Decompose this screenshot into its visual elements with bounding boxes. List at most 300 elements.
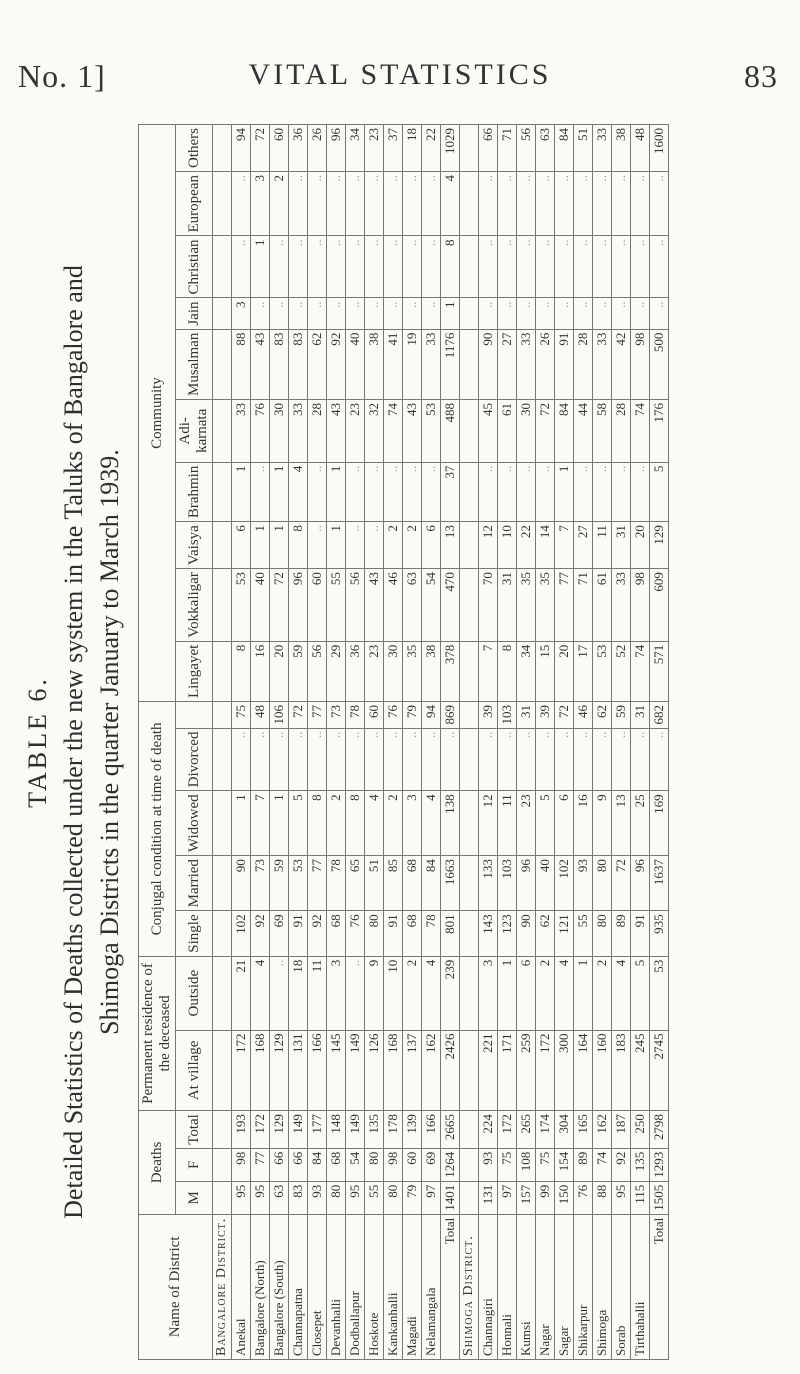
- table-cell: 91: [384, 911, 403, 956]
- table-cell: 8: [498, 641, 517, 701]
- table-cell: 33: [593, 329, 612, 399]
- table-cell: 46: [384, 569, 403, 642]
- table-cell: ..: [346, 462, 365, 522]
- table-cell: 58: [593, 400, 612, 463]
- empty-cell: [460, 522, 479, 569]
- table-cell: 166: [422, 1111, 441, 1149]
- table-cell: 168: [384, 1030, 403, 1111]
- table-cell: 160: [593, 1030, 612, 1111]
- table-cell: 10: [498, 522, 517, 569]
- table-cell: 1293: [650, 1148, 669, 1181]
- table-cell: 96: [327, 125, 346, 172]
- col-brahmin: Brahmin: [176, 462, 213, 522]
- table-cell: 72: [555, 702, 574, 729]
- table-cell: 99: [536, 1181, 555, 1214]
- table-cell: 98: [631, 569, 650, 642]
- table-cell: ..: [365, 236, 384, 298]
- table-cell: 177: [308, 1111, 327, 1149]
- table-cell: 129: [270, 1111, 289, 1149]
- table-cell: 126: [365, 1030, 384, 1111]
- table-cell: 300: [555, 1030, 574, 1111]
- table-cell: 98: [232, 1148, 251, 1181]
- table-cell: ..: [422, 236, 441, 298]
- table-cell: 53: [289, 856, 308, 911]
- table-cell: 90: [479, 329, 498, 399]
- col-at-village: At village: [176, 1030, 213, 1111]
- table-cell: 150: [555, 1181, 574, 1214]
- table-cell: ..: [650, 172, 669, 236]
- table-cell: 77: [555, 569, 574, 642]
- table-cell: 1176: [441, 329, 460, 399]
- table-cell: 63: [403, 569, 422, 642]
- table-cell: ..: [517, 728, 536, 791]
- col-widowed: Widowed: [176, 791, 213, 856]
- table-cell: 93: [479, 1148, 498, 1181]
- table-cell: 59: [289, 641, 308, 701]
- table-cell: 1029: [441, 125, 460, 172]
- table-cell: ..: [650, 236, 669, 298]
- table-title: [20, 124, 128, 1360]
- table-cell: 1: [441, 298, 460, 329]
- empty-cell: [213, 522, 232, 569]
- table-cell: 93: [574, 856, 593, 911]
- table-cell: ..: [289, 298, 308, 329]
- table-cell: 106: [270, 702, 289, 729]
- table-cell: 1401: [441, 1181, 460, 1214]
- table-cell: 148: [327, 1111, 346, 1149]
- table-cell: 59: [612, 702, 631, 729]
- total-row: [441, 125, 460, 1360]
- empty-cell: [213, 329, 232, 399]
- table-row: [574, 125, 593, 1360]
- district-heading: Shimoga District.: [460, 1214, 479, 1359]
- table-cell: ..: [650, 298, 669, 329]
- table-cell: ..: [555, 236, 574, 298]
- table-cell: 2: [384, 791, 403, 856]
- table-cell: 1: [327, 522, 346, 569]
- empty-cell: [460, 236, 479, 298]
- table-cell: 90: [517, 911, 536, 956]
- taluk-name: Dodballapur: [346, 1214, 365, 1359]
- table-cell: 36: [289, 125, 308, 172]
- table-cell: ..: [555, 298, 574, 329]
- table-cell: 571: [650, 641, 669, 701]
- table-cell: 23: [346, 400, 365, 463]
- empty-cell: [460, 125, 479, 172]
- table-cell: 27: [498, 329, 517, 399]
- table-cell: 13: [441, 522, 460, 569]
- table-cell: 71: [498, 125, 517, 172]
- empty-cell: [213, 125, 232, 172]
- table-cell: 5: [631, 956, 650, 1030]
- table-cell: ..: [593, 728, 612, 791]
- table-cell: 63: [536, 125, 555, 172]
- taluk-name: Kankanhalli: [384, 1214, 403, 1359]
- table-cell: 2798: [650, 1111, 669, 1149]
- table-cell: 92: [327, 329, 346, 399]
- table-cell: 801: [441, 911, 460, 956]
- table-cell: 51: [365, 856, 384, 911]
- table-cell: 17: [574, 641, 593, 701]
- table-cell: 51: [574, 125, 593, 172]
- empty-cell: [460, 1030, 479, 1111]
- table-cell: ..: [631, 728, 650, 791]
- table-cell: 11: [498, 791, 517, 856]
- table-cell: 172: [536, 1030, 555, 1111]
- table-cell: 6: [232, 522, 251, 569]
- table-cell: 88: [232, 329, 251, 399]
- empty-cell: [460, 1111, 479, 1149]
- table-cell: ..: [308, 462, 327, 522]
- col-outside: Outside: [176, 956, 213, 1030]
- table-cell: 869: [441, 702, 460, 729]
- table-cell: 33: [232, 400, 251, 463]
- table-row: [498, 125, 517, 1360]
- table-cell: 68: [327, 911, 346, 956]
- table-cell: 1: [270, 522, 289, 569]
- table-cell: 70: [479, 569, 498, 642]
- table-cell: 4: [555, 956, 574, 1030]
- table-cell: ..: [574, 728, 593, 791]
- table-cell: 6: [555, 791, 574, 856]
- empty-cell: [213, 569, 232, 642]
- empty-cell: [460, 172, 479, 236]
- table-cell: 378: [441, 641, 460, 701]
- table-cell: ..: [365, 298, 384, 329]
- col-community: Community: [139, 125, 176, 702]
- table-cell: 89: [574, 1148, 593, 1181]
- table-row: [365, 125, 384, 1360]
- table-cell: 250: [631, 1111, 650, 1149]
- table-row: [346, 125, 365, 1360]
- table-cell: 22: [422, 125, 441, 172]
- table-cell: 135: [365, 1111, 384, 1149]
- table-cell: ..: [555, 728, 574, 791]
- table-cell: 34: [517, 641, 536, 701]
- empty-cell: [460, 298, 479, 329]
- table-cell: 1: [232, 462, 251, 522]
- table-cell: 22: [517, 522, 536, 569]
- table-cell: 94: [232, 125, 251, 172]
- table-cell: 7: [555, 522, 574, 569]
- table-cell: 78: [327, 856, 346, 911]
- table-cell: 95: [346, 1181, 365, 1214]
- table-cell: 97: [498, 1181, 517, 1214]
- empty-cell: [213, 911, 232, 956]
- table-cell: 20: [270, 641, 289, 701]
- table-cell: 94: [422, 702, 441, 729]
- table-cell: 259: [517, 1030, 536, 1111]
- table-cell: 174: [536, 1111, 555, 1149]
- table-cell: 37: [441, 462, 460, 522]
- table-cell: 172: [251, 1111, 270, 1149]
- table-cell: 162: [422, 1030, 441, 1111]
- empty-cell: [213, 791, 232, 856]
- empty-cell: [460, 569, 479, 642]
- table-cell: 102: [232, 911, 251, 956]
- table-cell: 54: [422, 569, 441, 642]
- taluk-name: Kumsi: [517, 1214, 536, 1359]
- deaths-statistics-table: [138, 124, 669, 1360]
- table-cell: 16: [251, 641, 270, 701]
- table-cell: ..: [289, 728, 308, 791]
- table-cell: ..: [498, 728, 517, 791]
- table-cell: 38: [365, 329, 384, 399]
- col-christian: Christian: [176, 236, 213, 298]
- table-cell: 72: [289, 702, 308, 729]
- table-cell: 133: [479, 856, 498, 911]
- table-cell: 115: [631, 1181, 650, 1214]
- table-cell: ..: [403, 236, 422, 298]
- table-cell: 682: [650, 702, 669, 729]
- table-cell: 72: [536, 400, 555, 463]
- table-cell: 7: [479, 641, 498, 701]
- table-cell: 131: [479, 1181, 498, 1214]
- table-cell: 68: [403, 911, 422, 956]
- table-cell: ..: [536, 172, 555, 236]
- empty-cell: [460, 400, 479, 463]
- table-cell: 14: [536, 522, 555, 569]
- table-cell: ..: [612, 728, 631, 791]
- table-cell: 92: [612, 1148, 631, 1181]
- table-cell: 4: [365, 791, 384, 856]
- table-cell: 96: [631, 856, 650, 911]
- table-caption-line2: Shimoga Districts in the quarter January to March 1939.: [95, 449, 124, 1035]
- table-cell: 108: [517, 1148, 536, 1181]
- table-cell: 224: [479, 1111, 498, 1149]
- table-cell: ..: [536, 236, 555, 298]
- page-header: [0, 0, 800, 110]
- table-cell: 2: [403, 522, 422, 569]
- table-cell: 84: [555, 400, 574, 463]
- taluk-name: Channagiri: [479, 1214, 498, 1359]
- table-cell: ..: [498, 298, 517, 329]
- table-cell: 12: [479, 791, 498, 856]
- table-cell: 28: [308, 400, 327, 463]
- table-cell: 171: [498, 1030, 517, 1111]
- col-total: Total: [176, 1111, 213, 1149]
- table-cell: 4: [289, 462, 308, 522]
- table-cell: ..: [289, 236, 308, 298]
- table-cell: ..: [574, 172, 593, 236]
- table-cell: 79: [403, 702, 422, 729]
- table-cell: 92: [251, 911, 270, 956]
- table-cell: ..: [441, 728, 460, 791]
- table-cell: ..: [536, 298, 555, 329]
- table-cell: ..: [403, 298, 422, 329]
- taluk-name: Channapatna: [289, 1214, 308, 1359]
- table-cell: 3: [479, 956, 498, 1030]
- table-cell: ..: [593, 298, 612, 329]
- table-row: [593, 125, 612, 1360]
- table-cell: 149: [346, 1111, 365, 1149]
- table-cell: 1264: [441, 1148, 460, 1181]
- taluk-name: Magadi: [403, 1214, 422, 1359]
- table-label: TABLE 6.: [23, 676, 52, 808]
- table-row: [422, 125, 441, 1360]
- taluk-name: Shikarpur: [574, 1214, 593, 1359]
- table-cell: 1: [251, 522, 270, 569]
- table-cell: 4: [422, 791, 441, 856]
- table-cell: 33: [612, 569, 631, 642]
- table-cell: 66: [479, 125, 498, 172]
- empty-cell: [213, 400, 232, 463]
- table-cell: 38: [422, 641, 441, 701]
- table-cell: 470: [441, 569, 460, 642]
- table-cell: 53: [232, 569, 251, 642]
- empty-cell: [460, 702, 479, 729]
- table-cell: 83: [270, 329, 289, 399]
- table-cell: ..: [555, 172, 574, 236]
- table-cell: 66: [270, 1148, 289, 1181]
- empty-cell: [460, 956, 479, 1030]
- table-cell: 4: [422, 956, 441, 1030]
- table-cell: ..: [498, 462, 517, 522]
- table-cell: 26: [536, 329, 555, 399]
- table-cell: 80: [365, 911, 384, 956]
- table-cell: ..: [270, 956, 289, 1030]
- table-cell: 7: [251, 791, 270, 856]
- table-cell: 154: [555, 1148, 574, 1181]
- total-row: [650, 125, 669, 1360]
- table-cell: ..: [346, 728, 365, 791]
- table-cell: 52: [612, 641, 631, 701]
- taluk-name: Nagar: [536, 1214, 555, 1359]
- empty-cell: [213, 728, 232, 791]
- table-cell: 34: [346, 125, 365, 172]
- table-cell: 74: [384, 400, 403, 463]
- table-cell: 103: [498, 856, 517, 911]
- table-cell: 43: [251, 329, 270, 399]
- table-cell: ..: [403, 462, 422, 522]
- table-cell: 95: [232, 1181, 251, 1214]
- table-cell: 62: [593, 702, 612, 729]
- table-cell: 1: [498, 956, 517, 1030]
- table-cell: ..: [270, 236, 289, 298]
- table-cell: ..: [346, 172, 365, 236]
- table-cell: ..: [403, 172, 422, 236]
- table-cell: 33: [517, 329, 536, 399]
- table-cell: 84: [308, 1148, 327, 1181]
- table-cell: 28: [612, 400, 631, 463]
- table-row: [631, 125, 650, 1360]
- table-cell: 2745: [650, 1030, 669, 1111]
- table-cell: ..: [498, 236, 517, 298]
- table-cell: 2: [403, 956, 422, 1030]
- empty-cell: [213, 236, 232, 298]
- table-cell: 6: [517, 956, 536, 1030]
- table-cell: 18: [289, 956, 308, 1030]
- empty-cell: [213, 1148, 232, 1181]
- table-cell: 162: [593, 1111, 612, 1149]
- empty-cell: [460, 462, 479, 522]
- table-cell: ..: [346, 956, 365, 1030]
- col-conjugal: Conjugal condition at time of death: [139, 702, 176, 957]
- table-cell: 61: [593, 569, 612, 642]
- table-cell: ..: [631, 298, 650, 329]
- table-cell: 21: [232, 956, 251, 1030]
- table-cell: 76: [346, 911, 365, 956]
- col-name: Name of District: [139, 1214, 213, 1359]
- table-cell: 23: [517, 791, 536, 856]
- empty-cell: [460, 911, 479, 956]
- table-cell: 5: [289, 791, 308, 856]
- table-cell: 1: [270, 791, 289, 856]
- taluk-name: Devanhalli: [327, 1214, 346, 1359]
- taluk-name: Nelamangala: [422, 1214, 441, 1359]
- table-cell: ..: [327, 236, 346, 298]
- table-cell: 2426: [441, 1030, 460, 1111]
- table-cell: 19: [403, 329, 422, 399]
- table-cell: 8: [232, 641, 251, 701]
- table-cell: 96: [289, 569, 308, 642]
- table-cell: 16: [574, 791, 593, 856]
- table-cell: ..: [384, 236, 403, 298]
- table-cell: 103: [498, 702, 517, 729]
- table-cell: 76: [251, 400, 270, 463]
- table-cell: 149: [289, 1111, 308, 1149]
- table-cell: 37: [384, 125, 403, 172]
- table-cell: 65: [346, 856, 365, 911]
- table-cell: ..: [365, 462, 384, 522]
- table-cell: 3: [403, 791, 422, 856]
- table-cell: ..: [251, 462, 270, 522]
- taluk-name: Bangalore (North): [251, 1214, 270, 1359]
- table-cell: 31: [517, 702, 536, 729]
- table-cell: ..: [422, 298, 441, 329]
- table-cell: 102: [555, 856, 574, 911]
- table-cell: 69: [270, 911, 289, 956]
- table-cell: 72: [612, 856, 631, 911]
- table-cell: ..: [479, 236, 498, 298]
- empty-cell: [460, 856, 479, 911]
- table-cell: 35: [403, 641, 422, 701]
- header-number: No. 1]: [18, 58, 106, 94]
- table-cell: 139: [403, 1111, 422, 1149]
- table-cell: 137: [403, 1030, 422, 1111]
- table-cell: 73: [251, 856, 270, 911]
- table-cell: 89: [612, 911, 631, 956]
- table-cell: ..: [346, 236, 365, 298]
- table-cell: 1505: [650, 1181, 669, 1214]
- table-cell: 55: [365, 1181, 384, 1214]
- table-cell: 169: [650, 791, 669, 856]
- table-cell: 90: [232, 856, 251, 911]
- rotated-table-page: [20, 124, 740, 1360]
- taluk-name: Tirthahalli: [631, 1214, 650, 1359]
- table-cell: 38: [612, 125, 631, 172]
- table-cell: ..: [346, 298, 365, 329]
- table-cell: 488: [441, 400, 460, 463]
- table-cell: ..: [536, 462, 555, 522]
- table-cell: 6: [422, 522, 441, 569]
- table-cell: 239: [441, 956, 460, 1030]
- table-row: [232, 125, 251, 1360]
- table-cell: 39: [479, 702, 498, 729]
- table-row: [327, 125, 346, 1360]
- table-cell: 43: [365, 569, 384, 642]
- table-cell: 44: [574, 400, 593, 463]
- table-cell: 30: [384, 641, 403, 701]
- empty-cell: [460, 728, 479, 791]
- table-cell: 75: [232, 702, 251, 729]
- table-cell: 96: [517, 856, 536, 911]
- table-cell: 18: [403, 125, 422, 172]
- table-cell: ..: [517, 298, 536, 329]
- table-cell: 2: [270, 172, 289, 236]
- table-cell: ..: [327, 298, 346, 329]
- table-cell: 72: [270, 569, 289, 642]
